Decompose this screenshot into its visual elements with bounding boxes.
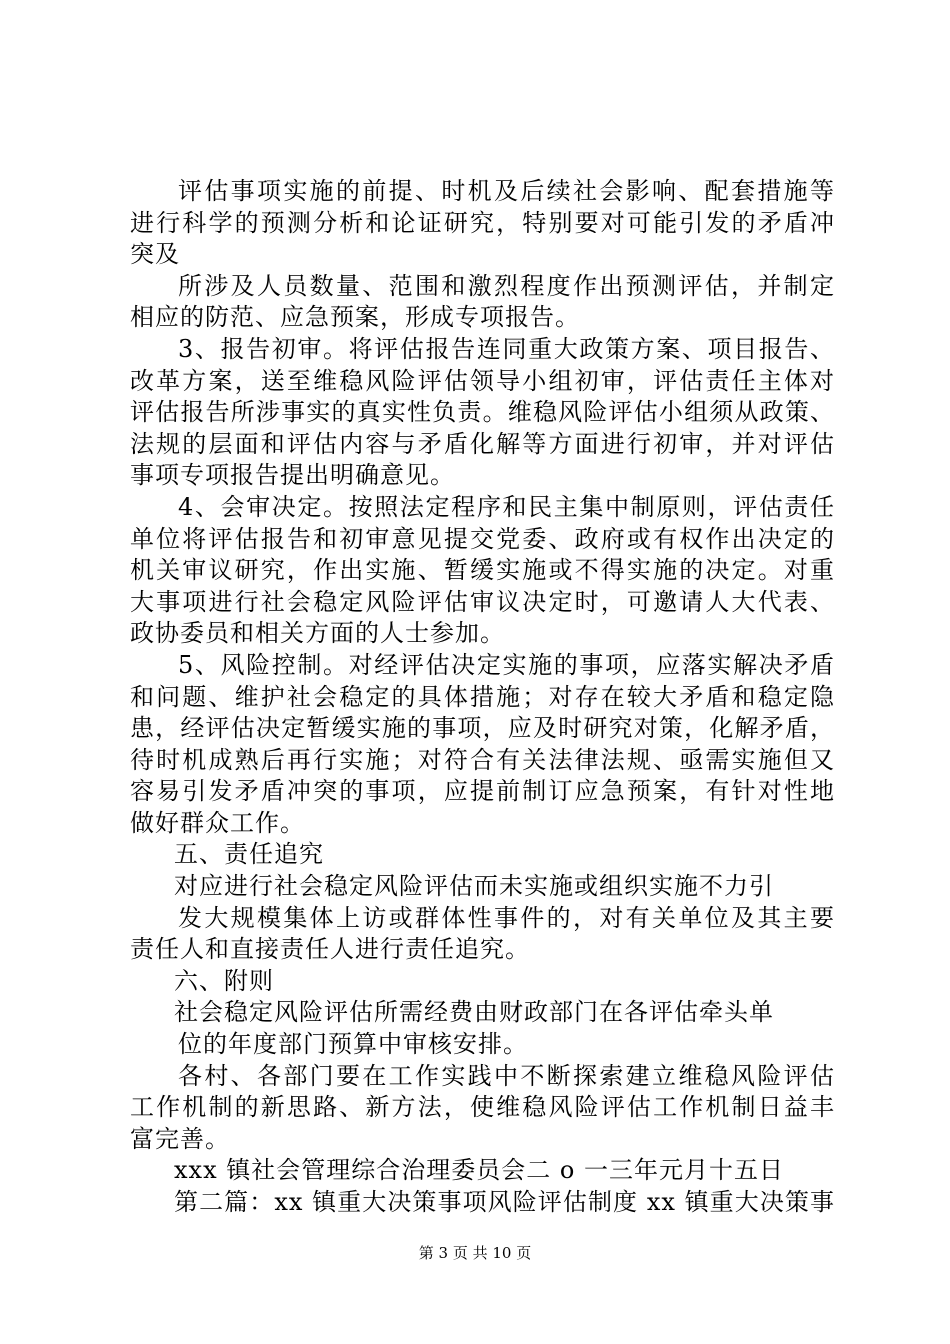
page-number-footer: 第 3 页 共 10 页 (418, 1244, 532, 1262)
text-line: 政协委员和相关方面的人士参加。 (130, 619, 505, 648)
text-line: 待时机成熟后再行实施；对符合有关法律法规、亟需实施但又 (130, 745, 835, 774)
text-line: 容易引发矛盾冲突的事项，应提前制订应急预案，有针对性地 (130, 777, 835, 806)
text-line: 机关审议研究，作出实施、暂缓实施或不得实施的决定。对重 (130, 556, 835, 585)
text-line: 事项专项报告提出明确意见。 (130, 461, 455, 490)
text-line: 所涉及人员数量、范围和激烈程度作出预测评估，并制定 (178, 271, 835, 300)
text-line: 富完善。 (130, 1124, 230, 1153)
text-line: 大事项进行社会稳定风险评估审议决定时，可邀请人大代表、 (130, 587, 835, 616)
text-line: 评估报告所涉事实的真实性负责。维稳风险评估小组须从政策、 (130, 398, 835, 427)
text-line: 位的年度部门预算中审核安排。 (178, 1030, 528, 1059)
section-heading: 六、附则 (174, 966, 274, 995)
text-line: 社会稳定风险评估所需经费由财政部门在各评估牵头单 (174, 998, 774, 1027)
text-line: 责任人和直接责任人进行责任追究。 (130, 935, 530, 964)
text-line: 单位将评估报告和初审意见提交党委、政府或有权作出决定的 (130, 524, 835, 553)
text-line: 患，经评估决定暂缓实施的事项，应及时研究对策，化解矛盾， (130, 714, 835, 743)
text-line: 工作机制的新思路、新方法，使维稳风险评估工作机制日益丰 (130, 1093, 835, 1122)
text-line: 3、报告初审。将评估报告连同重大政策方案、项目报告、 (178, 334, 835, 363)
section-heading: 五、责任追究 (174, 840, 324, 869)
text-line: 5、风险控制。对经评估决定实施的事项，应落实解决矛盾 (178, 650, 835, 679)
text-line: 第二篇：xx 镇重大决策事项风险评估制度 xx 镇重大决策事 (174, 1188, 835, 1216)
text-line: 突及 (130, 240, 180, 269)
text-line: 做好群众工作。 (130, 808, 305, 837)
text-line: 和问题、维护社会稳定的具体措施；对存在较大矛盾和稳定隐 (130, 682, 835, 711)
text-line: 4、会审决定。按照法定程序和民主集中制原则，评估责任 (178, 492, 835, 521)
document-body (130, 176, 835, 1219)
signature-line: xxx 镇社会管理综合治理委员会二 o 一三年元月十五日 (174, 1156, 784, 1185)
text-line: 对应进行社会稳定风险评估而未实施或组织实施不力引 (174, 872, 774, 901)
text-line: 发大规模集体上访或群体性事件的，对有关单位及其主要 (178, 903, 835, 932)
text-line: 各村、各部门要在工作实践中不断探索建立维稳风险评估 (178, 1061, 835, 1090)
text-line: 改革方案，送至维稳风险评估领导小组初审，评估责任主体对 (130, 366, 835, 395)
text-line: 进行科学的预测分析和论证研究，特别要对可能引发的矛盾冲 (130, 208, 835, 237)
text-line: 评估事项实施的前提、时机及后续社会影响、配套措施等 (178, 177, 835, 205)
text-line: 相应的防范、应急预案，形成专项报告。 (130, 303, 580, 332)
text-line: 法规的层面和评估内容与矛盾化解等方面进行初审，并对评估 (130, 429, 835, 458)
